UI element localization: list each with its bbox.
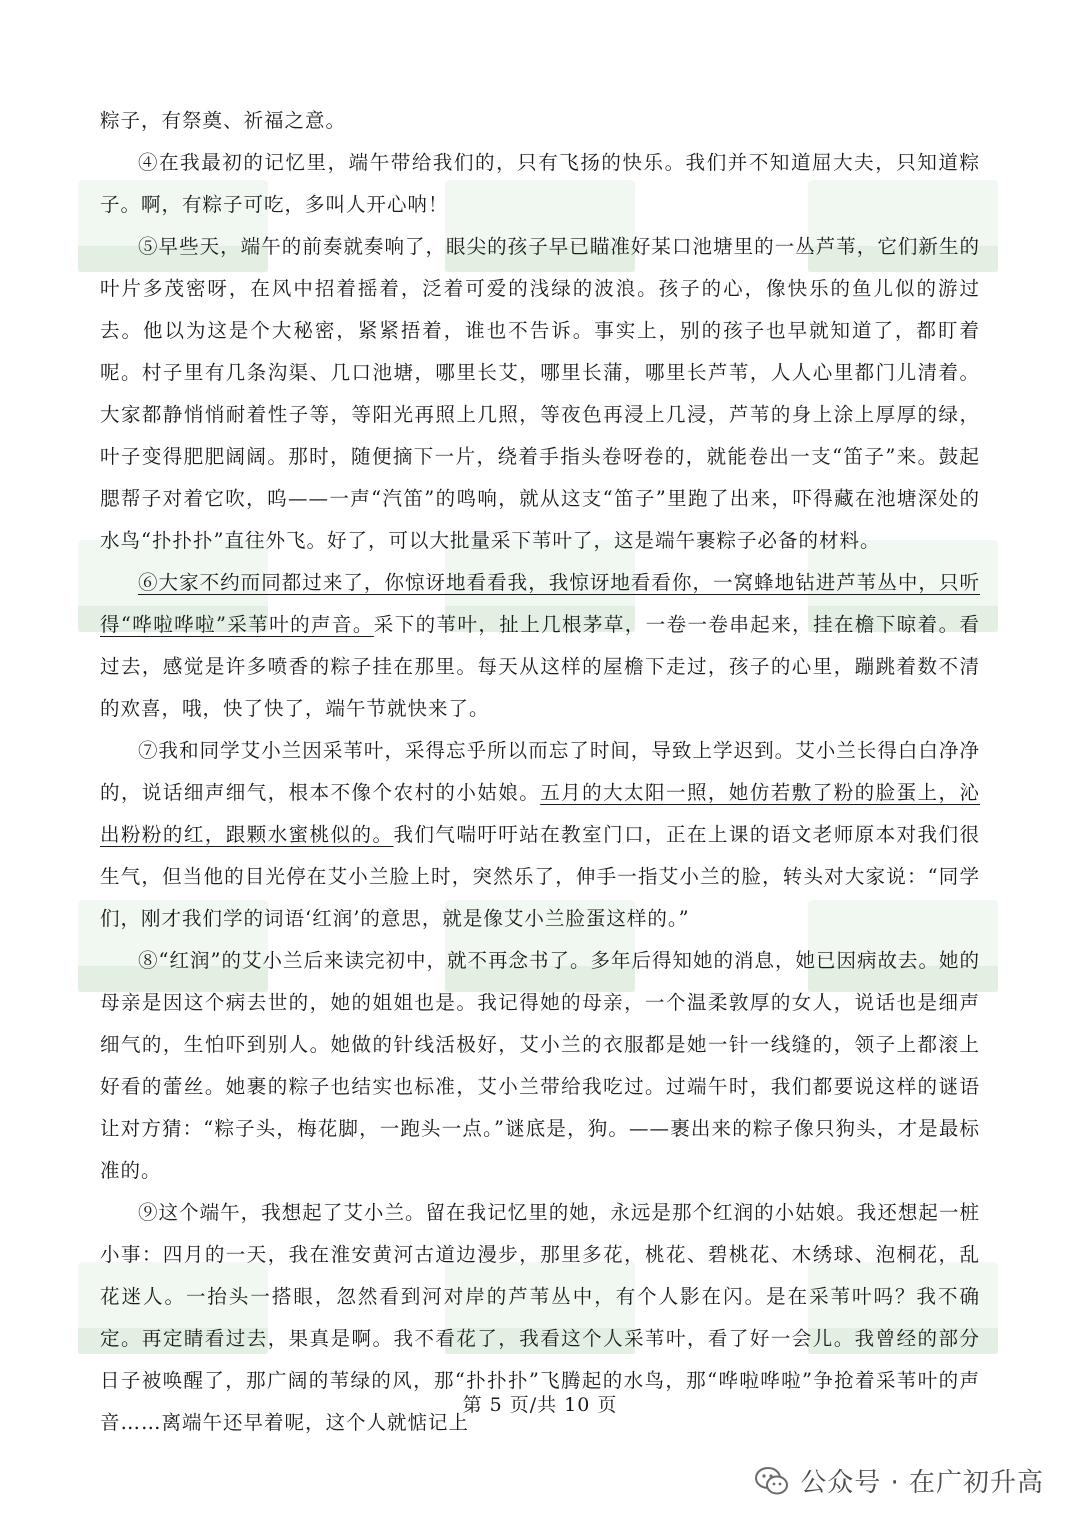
paragraph-p4 [100,142,980,226]
text-run: ⑧“红润”的艾小兰后来读完初中，就不再念书了。多年后得知她的消息，她已因病故去。她的母亲是因这个病去世的，她的姐姐也是。我记得她的母亲，一个温柔敦厚的女人，说话也是细声细气的，生怕吓到别人。她做的针线活极好，艾小兰的衣服都是她一针一线缝的，领子上都滚上好看的蕾丝。她裹的粽子也结实也标准，艾小兰带给我吃过。过端午时，我们都要说这样的谜语让对方猜：“粽子头，梅花脚，一跑头一点。”谜底是，狗。——裹出来的粽子像只狗头，才是最标准的。 [100,949,980,1182]
paragraph-p7 [100,730,980,940]
paragraph-p9 [100,1192,980,1444]
underlined-text: ⑥大家不约而同都过来了，你惊讶地看看我，我惊讶地看看你，一窝蜂地钻进芦苇丛中，只听得“哗啦哗啦”采苇叶的声音。 [100,571,980,636]
text-run: 采下的苇叶，扯上几根茅草，一卷一卷串起来，挂在檐下晾着。看过去，感觉是许多喷香的粽子挂在那里。每天从这样的屋檐下走过，孩子的心里，蹦跳着数不清的欢喜，哦，快了快了，端午节就快来了。 [100,613,980,720]
wechat-icon [754,1466,790,1496]
text-run: ⑨这个端午，我想起了艾小兰。留在我记忆里的她，永远是那个红润的小姑娘。我还想起一桩小事：四月的一天，我在淮安黄河古道边漫步，那里多花，桃花、碧桃花、木绣球、泡桐花，乱花迷人。一抬头一搭眼，忽然看到河对岸的芦苇丛中，有个人影在闪。是在采苇叶吗？我不确定。再定睛看过去，果真是啊。我不看花了，我看这个人采苇叶，看了好一会儿。我曾经的部分日子被唤醒了，那广阔的苇绿的风，那“扑扑扑”飞腾起的水鸟，那“哗啦哗啦”争抢着采苇叶的声音……离端午还早着呢，这个人就惦记上 [100,1201,980,1434]
brand-text: 公众号 · 在广初升高 [800,1468,1044,1498]
paragraph-p5 [100,226,980,562]
underlined-text: 五月的大太阳一照，她仿若敷了粉的脸蛋上，沁出粉粉的红，跟颗水蜜桃似的。 [100,781,980,846]
text-run: ⑦我和同学艾小兰因采苇叶，采得忘乎所以而忘了时间，导致上学迟到。艾小兰长得白白净净的，说话细声细气，根本不像个农村的小姑娘。 [100,739,980,804]
text-run: ⑤早些天，端午的前奏就奏响了，眼尖的孩子早已瞄准好某口池塘里的一丛芦苇，它们新生的叶片多茂密呀，在风中招着摇着，泛着可爱的浅绿的波浪。孩子的心，像快乐的鱼儿似的游过去。他以为这是个大秘密，紧紧捂着，谁也不告诉。事实上，别的孩子也早就知道了，都盯着呢。村子里有几条沟渠、几口池塘，哪里长艾，哪里长蒲，哪里长芦苇，人人心里都门儿清着。大家都静悄悄耐着性子等，等阳光再照上几照，等夜色再浸上几浸，芦苇的身上涂上厚厚的绿，叶子变得肥肥阔阔。那时，随便摘下一片，绕着手指头卷呀卷的，就能卷出一支“笛子”来。鼓起腮帮子对着它吹，呜——一声“汽笛”的鸣响，就从这支“笛子”里跑了出来，吓得藏在池塘深处的水鸟“扑扑扑”直往外飞。好了，可以大批量采下苇叶了，这是端午裹粽子必备的材料。 [100,235,980,552]
text-run: 我们气喘吁吁站在教室门口，正在上课的语文老师原本对我们很生气，但当他的目光停在艾小兰脸上时，突然乐了，伸手一指艾小兰的脸，转头对大家说：“同学们，刚才我们学的词语‘红润’的意思，就是像艾小兰脸蛋这样的。” [100,823,980,930]
text-run: ④在我最初的记忆里，端午带给我们的，只有飞扬的快乐。我们并不知道屈大夫，只知道粽子。啊，有粽子可吃，多叫人开心呐！ [100,151,980,216]
brand-footer [754,1462,1044,1499]
text-run: 粽子，有祭奠、祈福之意。 [100,109,347,132]
page-number: 第 5 页/共 10 页 [462,1394,618,1416]
paragraph-p0 [100,100,980,142]
paragraph-p8 [100,940,980,1192]
document-body [100,100,980,1444]
paragraph-p6 [100,562,980,730]
